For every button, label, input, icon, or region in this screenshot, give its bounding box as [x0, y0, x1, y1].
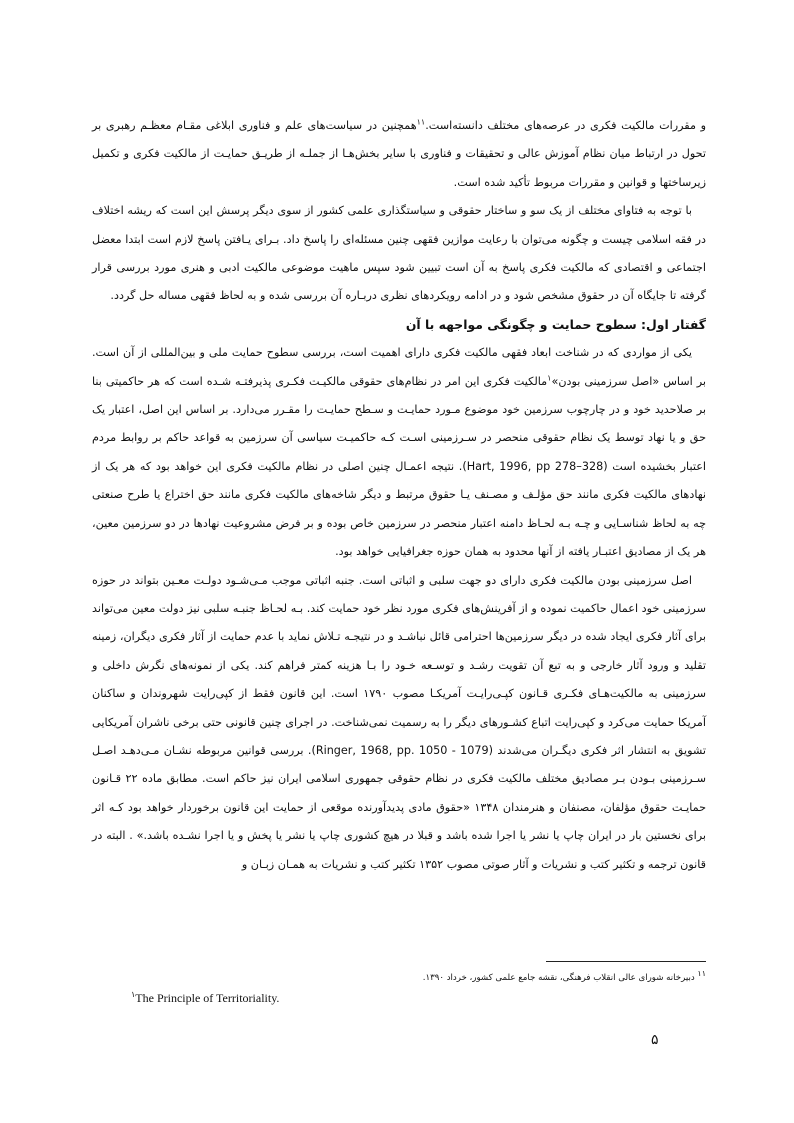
paragraph-2: با توجه به فتاوای مختلف از یک سو و ساختار حقوقی و سیاستگذاری علمی کشور از سوی دیگر پرسش این است که ریشه اختلاف در فقه اسلامی چیست و چگونه می‌توان با رعایت موازین فقهی چنین مسئله‌ای را پاسخ داد. بـرای یـافتن پاسخ لازم است ابتدا معضل اجتماعی و اقتصادی که مالکیت فکری پاسخ به آن است تبیین شود سپس ماهیت موضوعی مالکیت ادبی و هنری مورد بررسی قرار گرفته تا جایگاه آن در حقوق مشخص شود و در ادامه رویکردهای نظری دربـاره آن بررسی شده و به لحاظ فقهی مساله حل گردد. [92, 204, 706, 303]
footnote-number: ۱ [131, 990, 136, 999]
footnote-text: The Principle of Territoriality. [135, 991, 280, 1005]
section-heading: گفتار اول: سطوح حمایت و چگونگی مواجهه با آن [405, 316, 706, 332]
footnote-ref-1[interactable]: ۱ [547, 372, 552, 382]
paragraph-1: و مقررات مالکیت فکری در عرصه‌های مختلف دانسته‌است.$^{۱۱}$همچنین در سیاست‌های علم و فناوری ابلاغی مقـام معظـم رهبری بر تحول در ارتباط میان نظام آموزش عالی و تحقیقات و فناوری با سایر بخش‌هـا از جملـه از طریـق حمایـت از مالکیت فکری و تکمیل زیرساختها و قوانین و مقررات مربوط تأکید شده است. [92, 117, 706, 189]
footnote-number: ۱۱ [697, 969, 706, 979]
footnote-divider [546, 961, 706, 962]
citation-hart: (Hart, 1996, pp 278–328) [462, 459, 608, 473]
citation-ringer: (Ringer, 1968, pp. 1050 - 1079) [311, 743, 494, 757]
paragraph-4: اصل سرزمینی بودن مالکیت فکری دارای دو جهت سلبی و اثباتی است. جنبه اثباتی موجب مـی‌شـود دولـت معـین بتواند در حوزه سرزمینی خود اعمال حاکمیت نموده و از آفرینش‌های فکری مورد نظر خود حمایت کند. بـه لحـاظ جنبـه سلبی نیز دولت معین می‌تواند برای آثار فکری ایجاد شده در دیگر سرزمین‌ها احترامی قائل نباشـد و در نتیجـه تـلاش نماید با عدم حمایت از آثار فکری دیگران، زمینه تقلید و ورود آثار خارجی و به تبع آن تقویت رشـد و توسـعه خـود را بـا هزینه کمتر فراهم کند. یکی از نمونه‌های نگرش داخلی و سرزمینی به مالکیت‌هـای فکـری قـانون کپـی‌رایـت آمریکـا مصوب ۱۷۹۰ است. این قانون فقط از کپی‌رایت شهروندان و ساکنان آمریکا حمایت می‌کرد و کپی‌رایت اتباع کشـورهای دیگر را به رسمیت نمی‌شناخت. در اجرای چنین قانونی حتی برخی ناشران آمریکایی تشویق به انتشار اثر فکری دیگـران می‌شدند (Ringer, 1968, pp. 1050 - 1079). بررسی قوانین مربوطه نشـان مـی‌دهـد اصـل سـرزمینی بـودن بـر مصادیق مختلف مالکیت فکری در نظام حقوقی جمهوری اسلامی ایران نیز حاکم است. مطابق ماده ۲۲ قـانون حمایـت حقوق مؤلفان، مصنفان و هنرمندان ۱۳۴۸ «حقوق مادی پدیدآورنده موقعی از حمایت این قانون برخوردار خواهد بود کـه اثر برای نخستین بار در ایران چاپ یا نشر یا اجرا شده باشد و قبلا در هیچ کشوری چاپ یا نشر یا پخش و یا اجرا نشـده باشد.» . البته در قانون ترجمه و تکثیر کتب و نشریات و آثار صوتی مصوب ۱۳۵۲ تکثیر کتب و نشریات به همـان زبـان و [92, 573, 707, 871]
footnote-ref-11[interactable]: ۱۱ [416, 117, 426, 127]
body-text [92, 112, 706, 879]
footnote-persian [206, 968, 706, 988]
footnote-text: دبیرخانه شورای عالی انقلاب فرهنگی، نقشه جامع علمی کشور، خرداد ۱۳۹۰. [422, 973, 695, 983]
page-number: ۵ [651, 1033, 659, 1048]
paragraph-3: یکی از مواردی که در شناخت ابعاد فقهی مالکیت فکری دارای اهمیت است، بررسی سطوح حمایت ملی و بین‌المللی از آن است. بر اساس «اصل سرزمینی بودن»$^۱$مالکیت فکری این امر در نظام‌های حقوقی مالکیـت فکـری پذیرفتـه شـده است که هر حاکمیتی بنا بر صلاحدید خود و در چارچوب سرزمین خود موضوع مـورد حمایـت و سـطح حمایـت را مقـرر می‌دارد. بر اساس این اصل، اعتبار یک حق و یا نهاد توسط یک نظام حقوقی منحصر در سـرزمینی اسـت کـه حاکمیـت سیاسی آن سرزمین به قواعد حاکم بر روابط مردم اعتبار بخشیده است (Hart, 1996, pp 278–328). نتیجه اعمـال چنین اصلی در نظام مالکیت فکری این خواهد بود که هر یک از نهادهای مالکیت فکری مانند حق مؤلـف و مصـنف یـا حقوق مرتبط و دیگر شاخه‌های مالکیت فکری مانند حق اختراع یا طرح صنعتی چه به لحاظ شناسـایی و چـه بـه لحـاظ دامنه اعتبار منحصر در سرزمین خاص بوده و بر فرض مشروعیت نهادها در دو سرزمین معین، هر یک از مصادیق اعتبـار یافته از آنها محدود به همان حوزه جغرافیایی خواهد بود. [92, 346, 706, 559]
footnote-english [131, 988, 279, 1008]
